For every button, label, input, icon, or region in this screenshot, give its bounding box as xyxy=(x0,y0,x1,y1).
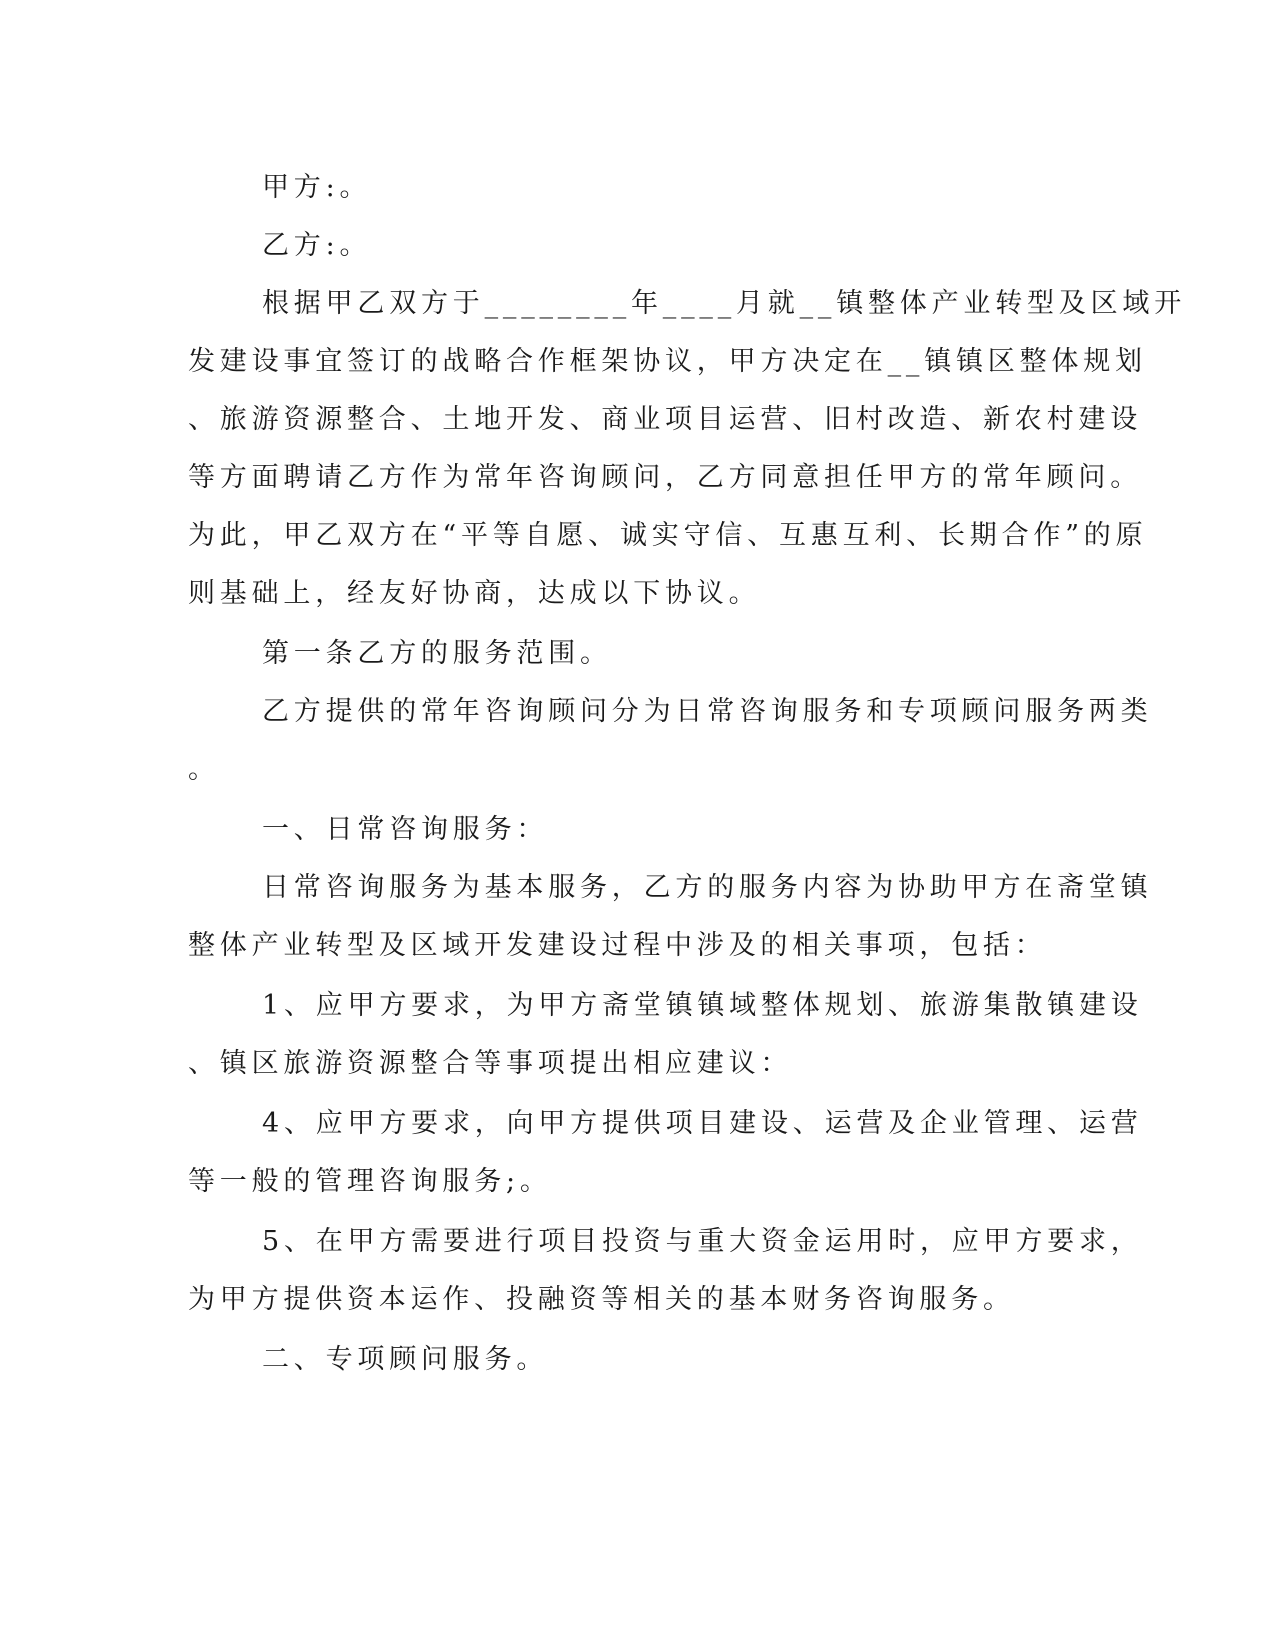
preamble-line-4: 等方面聘请乙方作为常年咨询顾问，乙方同意担任甲方的常年顾问。 xyxy=(188,462,1142,493)
preamble-line-6: 则基础上，经友好协商，达成以下协议。 xyxy=(188,578,761,609)
party-a-line: 甲方:。 xyxy=(262,172,372,203)
daily-service-line-2: 整体产业转型及区域开发建设过程中涉及的相关事项，包括： xyxy=(188,930,1047,961)
preamble-line-3: 、旅游资源整合、土地开发、商业项目运营、旧村改造、新农村建设 xyxy=(188,404,1142,435)
service-scope-line-2: 。 xyxy=(188,754,220,785)
party-b-line: 乙方:。 xyxy=(262,230,372,261)
item-1-line-2: 、镇区旅游资源整合等事项提出相应建议： xyxy=(188,1048,793,1079)
item-1-line-1: 1、应甲方要求，为甲方斋堂镇镇域整体规划、旅游集散镇建设 xyxy=(262,990,1143,1021)
section-2-heading: 二、专项顾问服务。 xyxy=(262,1344,549,1375)
item-5-line-1: 5、在甲方需要进行项目投资与重大资金运用时，应甲方要求， xyxy=(262,1226,1143,1257)
preamble-line-1: 根据甲乙双方于________年____月就__镇整体产业转型及区域开 xyxy=(262,288,1186,319)
item-5-line-2: 为甲方提供资本运作、投融资等相关的基本财务咨询服务。 xyxy=(188,1284,1015,1315)
daily-service-line-1: 日常咨询服务为基本服务，乙方的服务内容为协助甲方在斋堂镇 xyxy=(262,872,1153,903)
preamble-line-2: 发建设事宜签订的战略合作框架协议，甲方决定在__镇镇区整体规划 xyxy=(188,346,1147,377)
item-4-line-2: 等一般的管理咨询服务;。 xyxy=(188,1166,552,1197)
section-1-heading: 一、日常咨询服务： xyxy=(262,814,549,845)
service-scope-line-1: 乙方提供的常年咨询顾问分为日常咨询服务和专项顾问服务两类 xyxy=(262,696,1153,727)
article-1-heading: 第一条乙方的服务范围。 xyxy=(262,638,612,669)
item-4-line-1: 4、应甲方要求，向甲方提供项目建设、运营及企业管理、运营 xyxy=(262,1108,1143,1139)
preamble-line-5: 为此，甲乙双方在“平等自愿、诚实守信、互惠互利、长期合作”的原 xyxy=(188,520,1148,551)
